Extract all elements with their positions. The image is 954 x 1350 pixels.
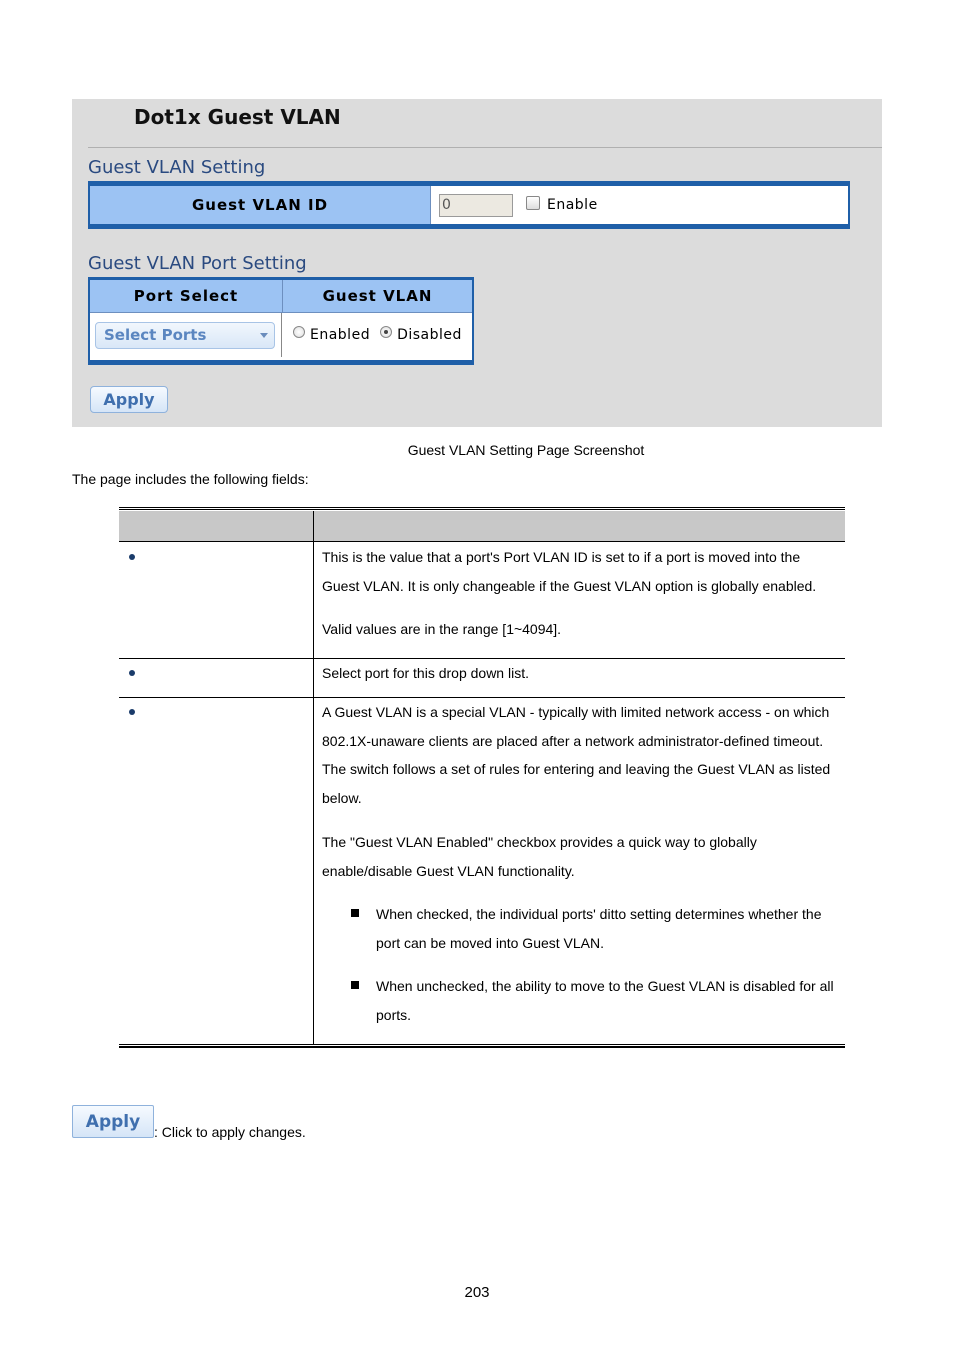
field-description-paragraph: The "Guest VLAN Enabled" checkbox provides a quick way to globally enable/disable Guest VLAN functionality. — [322, 834, 757, 879]
apply-note: : Click to apply changes. — [154, 1124, 306, 1140]
field-description-paragraph: Select port for this drop down list. — [322, 665, 529, 681]
radio-disabled-label: Disabled — [397, 327, 462, 343]
row-bullet-icon — [129, 554, 135, 560]
radio-disabled[interactable] — [380, 326, 392, 338]
row-bullet-icon — [129, 670, 135, 676]
guest-vlan-port-table — [88, 277, 474, 365]
table-header-row — [119, 511, 845, 542]
apply-button[interactable]: Apply — [90, 386, 168, 413]
guest-vlan-id-label: Guest VLAN ID — [90, 186, 431, 224]
table-top-rule — [119, 507, 845, 510]
screenshot-panel — [72, 99, 882, 427]
title-divider — [88, 147, 882, 148]
field-description-paragraph: This is the value that a port's Port VLAN ID is set to if a port is moved into the Guest VLAN. It is only changeable if the Guest VLAN option is globally enabled. — [322, 549, 817, 594]
select-ports-value: Select Ports — [104, 326, 207, 344]
row-bullet-icon — [129, 709, 135, 715]
guest-vlan-cell — [282, 313, 472, 357]
guest-vlan-id-table — [88, 181, 850, 229]
chevron-down-icon — [260, 333, 268, 338]
page-title: Dot1x Guest VLAN — [134, 105, 341, 129]
radio-enabled[interactable] — [293, 326, 305, 338]
apply-button-example[interactable]: Apply — [72, 1105, 154, 1138]
port-table-row — [90, 313, 472, 357]
intro-text: The page includes the following fields: — [72, 471, 309, 487]
figure-caption: Guest VLAN Setting Page Screenshot — [407, 442, 645, 458]
field-description-paragraph: Valid values are in the range [1~4094]. — [322, 621, 562, 637]
field-description-paragraph: A Guest VLAN is a special VLAN - typically with limited network access - on which 802.1X-unaware clients are placed after a network administrator-defined timeout. The switch follows a set of rules for entering and leaving the Guest VLAN as listed below. — [322, 704, 831, 807]
col-guest-vlan: Guest VLAN — [322, 287, 433, 305]
rule-list-item: When unchecked, the ability to move to the Guest VLAN is disabled for all ports. — [376, 978, 834, 1023]
table-column-divider — [313, 511, 314, 1045]
square-bullet-icon — [351, 909, 359, 917]
rule-list-item: When checked, the individual ports' ditto setting determines whether the port can be moved into Guest VLAN. — [376, 906, 822, 951]
section-heading-guest-vlan-port-setting: Guest VLAN Port Setting — [88, 253, 307, 274]
guest-vlan-id-cell — [431, 186, 848, 224]
section-heading-guest-vlan-setting: Guest VLAN Setting — [88, 157, 266, 178]
port-select-cell — [90, 313, 282, 357]
table-bottom-rule — [119, 1044, 845, 1048]
port-table-header — [90, 280, 472, 313]
page-number: 203 — [464, 1284, 490, 1301]
enable-label: Enable — [547, 197, 598, 213]
col-port-select: Port Select — [90, 280, 283, 312]
radio-enabled-label: Enabled — [310, 327, 371, 343]
square-bullet-icon — [351, 981, 359, 989]
select-ports-dropdown[interactable] — [95, 322, 275, 349]
enable-checkbox[interactable] — [526, 196, 540, 210]
guest-vlan-id-input[interactable]: 0 — [439, 194, 513, 217]
